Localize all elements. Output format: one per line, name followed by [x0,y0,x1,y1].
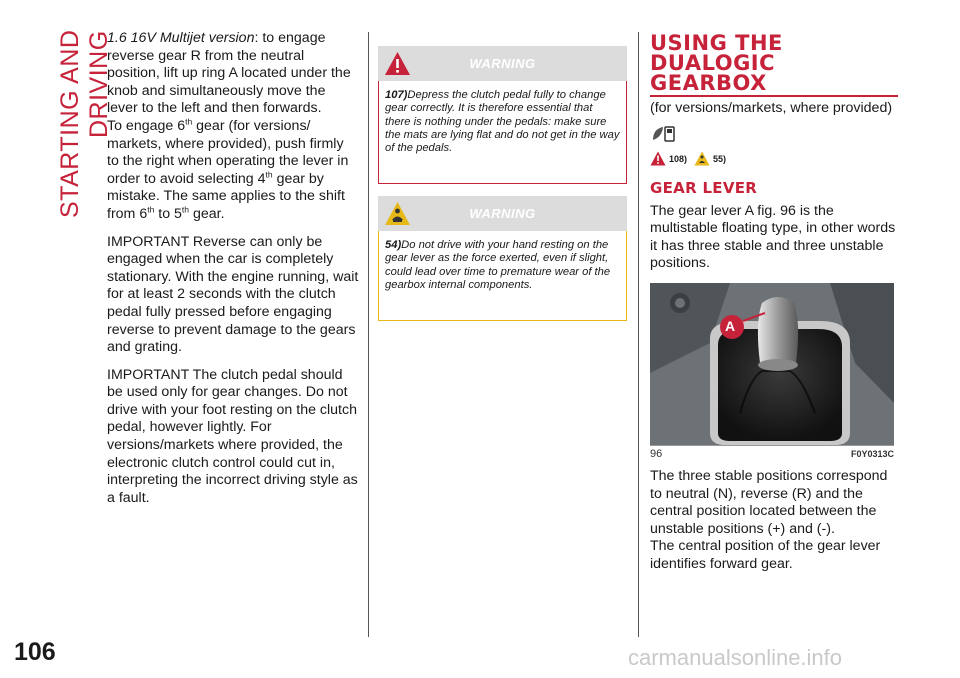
warning-text-content: Depress the clutch pedal fully to change gear correctly. It is therefore essential that there is nothing under the pedals: make sure the mats are lying flat and do not get in the way of the pedals. [385,89,620,155]
warning-triangle-icon [650,151,666,166]
watermark: carmanualsonline.info [628,645,843,670]
warning-ref: 54) [385,239,402,251]
warning-header [378,46,627,81]
column-divider [368,32,369,637]
driver-warning-icon [694,151,710,166]
paragraph-reverse-gear [107,30,359,224]
warning-body [378,81,627,184]
ordinal-suffix: th [181,204,190,215]
paragraph-central-position: The central position of the gear lever identifies forward gear. [650,538,881,572]
driver-warning-icon [384,201,411,227]
paragraph-stable-positions: The three stable positions correspond to neutral (N), reverse (R) and the central position located between the unstable positions (+) and (-). [650,467,888,537]
warning-box-red [378,46,627,184]
ordinal-suffix: th [185,116,193,127]
paragraph-text: gear (for versions/ markets, where provided), push firmly to the right when operating the lever in order to avoid selecting 4 [107,117,349,187]
ordinal-suffix: th [147,204,155,215]
paragraph-text: gear by mistake. The same applies to the shift from 6 [107,170,345,222]
figure-code: F0Y0313C [850,448,894,459]
gear-lever-figure [650,283,894,445]
paragraph-text: To engage 6 [107,117,186,134]
warning-triangle-icon [384,51,411,77]
ordinal-suffix: th [265,169,273,180]
column-divider [638,32,639,637]
warning-body [378,231,627,321]
version-label: 1.6 16V Multijet version [107,30,255,46]
warning-header [378,196,627,231]
warning-text-content: Do not drive with your hand resting on the gear lever as the force exerted, even if slight, could lead over time to premature wear of the gearbox internal components. [385,239,611,291]
paragraph-gear-lever: The gear lever A fig. 96 is the multistable floating type, in other words it has three stable and three unstable positions. [650,202,896,272]
paragraph-text: : to engage reverse gear R from the neutral position, lift up ring A located under the knob and simultaneously move the lever to the left and then forwards. [107,30,351,117]
title-line: USING THE [650,31,783,55]
section-title [650,33,900,93]
eco-symbol-row [650,121,900,147]
warning-refs-row [650,149,900,169]
warning-ref: 107) [385,89,408,101]
title-line: GEARBOX [650,71,767,95]
section-side-title: STARTING AND DRIVING [56,30,113,219]
warning-ref: 108) [669,153,688,164]
column-left [107,30,359,507]
paragraph-text: gear. [189,205,225,222]
warning-text [385,89,620,155]
paragraph-text: to 5 [154,205,182,222]
leaf-fuel-icon [650,123,678,145]
figure-label: A [725,317,736,334]
warning-title: WARNING [469,206,536,221]
subheading: GEAR LEVER [650,178,758,197]
column-right [650,33,900,574]
availability-note: (for versions/markets, where provided) [650,100,893,116]
warning-text [385,239,620,292]
title-line: DUALOGIC [650,51,776,75]
paragraph-important-reverse: IMPORTANT Reverse can only be engaged when the car is completely stationary. With the engine running, wait for at least 2 seconds with the clutch pedal fully pressed before engaging reverse to prevent damage to the gears and grating. [107,233,359,356]
warning-box-yellow [378,196,627,321]
gear-lever-illustration [650,283,894,445]
paragraph-important-clutch: IMPORTANT The clutch pedal should be used only for gear changes. Do not drive with your foot resting on the clutch pedal, however lightly. For versions/markets where provided, the electronic clutch control could cut in, interpreting the incorrect driving style as a fault. [107,366,358,506]
page-number: 106 [14,638,56,666]
warning-ref: 55) [713,153,727,164]
warning-title: WARNING [469,56,536,71]
figure-number: 96 [650,447,663,460]
column-middle [378,46,627,321]
title-underline [650,95,898,97]
figure-caption [650,445,894,460]
